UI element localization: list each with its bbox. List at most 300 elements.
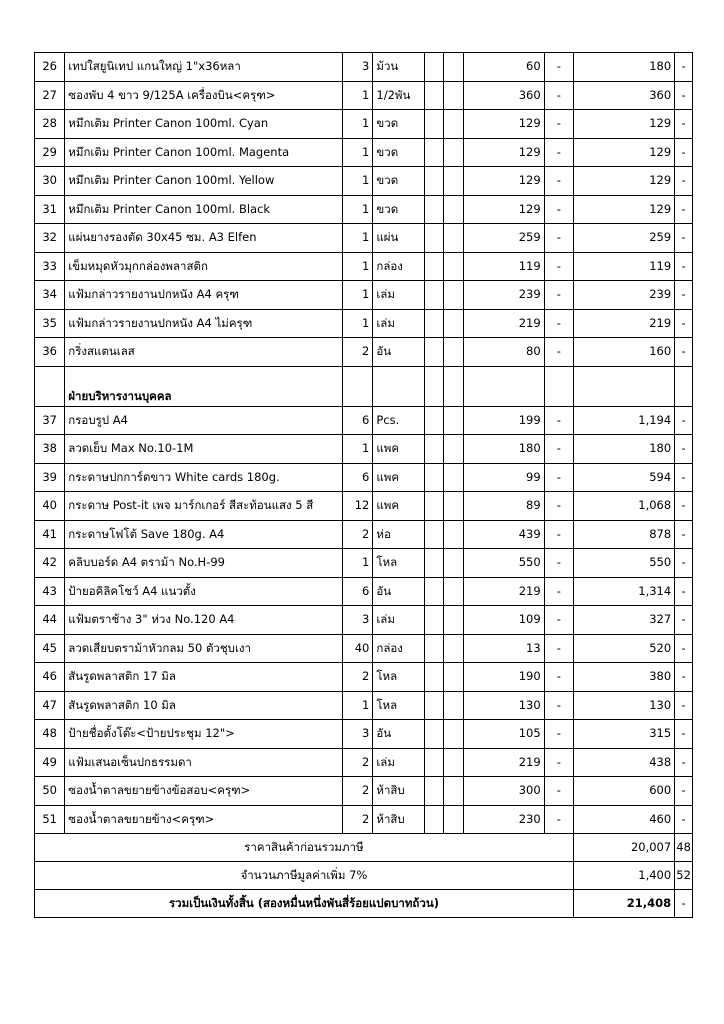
item-number: 34 (35, 281, 65, 310)
item-unit-price: 60 (464, 53, 544, 82)
item-total-satang: - (675, 53, 693, 82)
blank-cell (424, 167, 444, 196)
blank-cell (444, 606, 464, 635)
item-description: หมึกเติม Printer Canon 100ml. Yellow (65, 167, 343, 196)
item-description: ลวดเสียบตราม้าหัวกลม 50 ตัวชุบเงา (65, 634, 343, 663)
blank-cell (444, 748, 464, 777)
item-description: เข็มหมุดหัวมุกกล่องพลาสติก (65, 252, 343, 281)
table-row (35, 691, 693, 720)
table-row (35, 634, 693, 663)
item-total: 129 (573, 195, 674, 224)
item-total: 129 (573, 167, 674, 196)
item-number: 44 (35, 606, 65, 635)
item-total-satang: - (675, 805, 693, 834)
blank-cell (424, 520, 444, 549)
item-unit: แพค (373, 435, 424, 464)
table-row (35, 309, 693, 338)
item-unit-price: 300 (464, 777, 544, 806)
table-row (35, 435, 693, 464)
grand-total-satang: - (675, 890, 693, 918)
item-unit-price: 219 (464, 748, 544, 777)
item-total: 129 (573, 138, 674, 167)
item-total-satang: - (675, 309, 693, 338)
blank-cell (424, 691, 444, 720)
item-unit-price: 119 (464, 252, 544, 281)
item-price-satang: - (544, 463, 573, 492)
grand-total-value: 21,408 (573, 890, 674, 918)
blank-cell (424, 720, 444, 749)
item-unit-price: 230 (464, 805, 544, 834)
item-number: 41 (35, 520, 65, 549)
item-description: หมึกเติม Printer Canon 100ml. Magenta (65, 138, 343, 167)
vat-label: จำนวนภาษีมูลค่าเพิ่ม 7% (35, 862, 574, 890)
item-total-satang: - (675, 110, 693, 139)
item-total: 239 (573, 281, 674, 310)
item-quantity: 1 (343, 81, 373, 110)
item-total-satang: - (675, 777, 693, 806)
item-rows-b (35, 406, 693, 834)
item-unit-price: 180 (464, 435, 544, 464)
item-number: 33 (35, 252, 65, 281)
item-total: 550 (573, 549, 674, 578)
item-total-satang: - (675, 406, 693, 435)
item-total: 315 (573, 720, 674, 749)
item-total: 594 (573, 463, 674, 492)
item-price-satang: - (544, 720, 573, 749)
item-quantity: 1 (343, 435, 373, 464)
item-quantity: 1 (343, 281, 373, 310)
blank-cell (444, 634, 464, 663)
table-row (35, 492, 693, 521)
item-description: ลวดเย็บ Max No.10-1M (65, 435, 343, 464)
item-unit-price: 105 (464, 720, 544, 749)
table-row (35, 281, 693, 310)
subtotal-label: ราคาสินค้าก่อนรวมภาษี (35, 834, 574, 862)
item-unit-price: 259 (464, 224, 544, 253)
item-total: 380 (573, 663, 674, 692)
item-quantity: 6 (343, 577, 373, 606)
item-unit-price: 129 (464, 110, 544, 139)
item-unit: ขวด (373, 195, 424, 224)
item-price-satang: - (544, 777, 573, 806)
item-number: 27 (35, 81, 65, 110)
item-description: กระดาษปกการ์ดขาว White cards 180g. (65, 463, 343, 492)
item-quantity: 3 (343, 53, 373, 82)
blank-cell (424, 281, 444, 310)
item-unit-price: 130 (464, 691, 544, 720)
item-description: กระดาษโฟโต้ Save 180g. A4 (65, 520, 343, 549)
item-total-satang: - (675, 81, 693, 110)
item-unit: แพค (373, 463, 424, 492)
blank-cell (424, 805, 444, 834)
blank-cell (444, 138, 464, 167)
item-description: สันรูดพลาสติก 17 มิล (65, 663, 343, 692)
subtotal-row (35, 834, 693, 862)
blank-cell (424, 138, 444, 167)
item-description: แผ่นยางรองตัด 30x45 ซม. A3 Elfen (65, 224, 343, 253)
item-unit: อัน (373, 338, 424, 367)
item-total-satang: - (675, 252, 693, 281)
item-unit: เล่ม (373, 281, 424, 310)
blank-cell (444, 777, 464, 806)
blank-cell (444, 110, 464, 139)
item-unit: ขวด (373, 138, 424, 167)
blank-cell (444, 663, 464, 692)
item-price-satang: - (544, 691, 573, 720)
group-row (35, 366, 693, 406)
item-price-satang: - (544, 195, 573, 224)
blank-cell (424, 252, 444, 281)
table-row (35, 224, 693, 253)
item-total: 600 (573, 777, 674, 806)
blank-cell (444, 252, 464, 281)
blank-cell (444, 463, 464, 492)
item-quantity: 40 (343, 634, 373, 663)
item-quantity: 2 (343, 338, 373, 367)
item-unit: อัน (373, 720, 424, 749)
item-unit-price: 129 (464, 195, 544, 224)
item-description: สันรูดพลาสติก 10 มิล (65, 691, 343, 720)
blank-cell (444, 549, 464, 578)
item-price-satang: - (544, 338, 573, 367)
item-description: กระดาษ Post-it เพจ มาร์กเกอร์ สีสะท้อนแสง 5 สี (65, 492, 343, 521)
blank-cell (444, 435, 464, 464)
item-total-satang: - (675, 435, 693, 464)
price-table (34, 52, 693, 918)
item-total-satang: - (675, 492, 693, 521)
blank-cell (444, 338, 464, 367)
item-price-satang: - (544, 663, 573, 692)
item-unit-price: 13 (464, 634, 544, 663)
item-number: 49 (35, 748, 65, 777)
blank-cell (424, 435, 444, 464)
grand-total-row (35, 890, 693, 918)
item-unit: แพค (373, 492, 424, 521)
item-total-satang: - (675, 720, 693, 749)
item-number: 45 (35, 634, 65, 663)
item-description: ป้ายชื่อตั้งโต๊ะ<ป้ายประชุม 12"> (65, 720, 343, 749)
blank-cell (444, 520, 464, 549)
item-quantity: 1 (343, 110, 373, 139)
item-unit-price: 99 (464, 463, 544, 492)
item-description: หมึกเติม Printer Canon 100ml. Cyan (65, 110, 343, 139)
item-number: 36 (35, 338, 65, 367)
table-row (35, 520, 693, 549)
item-total: 460 (573, 805, 674, 834)
item-number: 39 (35, 463, 65, 492)
item-unit: เล่ม (373, 606, 424, 635)
table-row (35, 81, 693, 110)
item-number: 40 (35, 492, 65, 521)
table-row (35, 463, 693, 492)
item-total-satang: - (675, 577, 693, 606)
table-row (35, 406, 693, 435)
item-unit: กล่อง (373, 252, 424, 281)
item-total-satang: - (675, 463, 693, 492)
item-price-satang: - (544, 224, 573, 253)
item-quantity: 1 (343, 195, 373, 224)
blank-cell (424, 53, 444, 82)
item-description: คลิบบอร์ด A4 ตราม้า No.H-99 (65, 549, 343, 578)
group-label: ฝ่ายบริหารงานบุคคล (65, 366, 343, 406)
item-unit: โหล (373, 663, 424, 692)
item-quantity: 12 (343, 492, 373, 521)
item-price-satang: - (544, 138, 573, 167)
item-unit-price: 439 (464, 520, 544, 549)
item-price-satang: - (544, 406, 573, 435)
item-unit: ห้าสิบ (373, 777, 424, 806)
item-price-satang: - (544, 805, 573, 834)
item-unit: ขวด (373, 110, 424, 139)
blank-cell (424, 406, 444, 435)
item-unit: กล่อง (373, 634, 424, 663)
item-number: 48 (35, 720, 65, 749)
item-unit-price: 550 (464, 549, 544, 578)
vat-value: 1,400 (573, 862, 674, 890)
item-total-satang: - (675, 224, 693, 253)
item-number: 51 (35, 805, 65, 834)
item-price-satang: - (544, 252, 573, 281)
item-total: 180 (573, 435, 674, 464)
item-quantity: 1 (343, 224, 373, 253)
item-unit: โหล (373, 549, 424, 578)
item-description: แฟ้มกล่าวรายงานปกหนัง A4 ไม่ครุฑ (65, 309, 343, 338)
item-total: 520 (573, 634, 674, 663)
item-description: ซองน้ำตาลขยายข้าง<ครุฑ> (65, 805, 343, 834)
blank-cell (424, 81, 444, 110)
item-description: ซองน้ำตาลขยายข้างข้อสอบ<ครุฑ> (65, 777, 343, 806)
item-quantity: 1 (343, 691, 373, 720)
table-row (35, 663, 693, 692)
item-price-satang: - (544, 81, 573, 110)
item-unit-price: 219 (464, 309, 544, 338)
table-row (35, 110, 693, 139)
item-total: 438 (573, 748, 674, 777)
blank-cell (444, 492, 464, 521)
blank-cell (444, 224, 464, 253)
blank-cell (444, 691, 464, 720)
item-price-satang: - (544, 309, 573, 338)
item-quantity: 3 (343, 720, 373, 749)
item-unit: แผ่น (373, 224, 424, 253)
item-description: แฟ้มกล่าวรายงานปกหนัง A4 ครุฑ (65, 281, 343, 310)
item-total-satang: - (675, 748, 693, 777)
table-row (35, 195, 693, 224)
item-total-satang: - (675, 663, 693, 692)
item-unit: อัน (373, 577, 424, 606)
item-price-satang: - (544, 577, 573, 606)
item-price-satang: - (544, 606, 573, 635)
item-number: 37 (35, 406, 65, 435)
item-unit: ขวด (373, 167, 424, 196)
blank-cell (424, 577, 444, 606)
item-total: 1,314 (573, 577, 674, 606)
blank-cell (424, 110, 444, 139)
item-description: กริ่งสแตนเลส (65, 338, 343, 367)
item-quantity: 1 (343, 138, 373, 167)
item-number: 28 (35, 110, 65, 139)
item-unit-price: 89 (464, 492, 544, 521)
item-description: เทปใสยูนิเทป แกนใหญ่ 1"x36หลา (65, 53, 343, 82)
blank-cell (444, 805, 464, 834)
item-price-satang: - (544, 435, 573, 464)
item-total: 878 (573, 520, 674, 549)
item-unit: เล่ม (373, 748, 424, 777)
item-unit-price: 129 (464, 138, 544, 167)
item-price-satang: - (544, 110, 573, 139)
item-quantity: 2 (343, 520, 373, 549)
table-row (35, 606, 693, 635)
item-total: 160 (573, 338, 674, 367)
subtotal-value: 20,007 (573, 834, 674, 862)
item-unit-price: 80 (464, 338, 544, 367)
item-total: 327 (573, 606, 674, 635)
blank-cell (424, 463, 444, 492)
item-quantity: 1 (343, 252, 373, 281)
item-price-satang: - (544, 492, 573, 521)
item-total-satang: - (675, 281, 693, 310)
item-unit-price: 129 (464, 167, 544, 196)
item-unit-price: 360 (464, 81, 544, 110)
item-unit: เล่ม (373, 309, 424, 338)
table-row (35, 577, 693, 606)
item-description: แฟ้มตราช้าง 3" ห่วง No.120 A4 (65, 606, 343, 635)
blank-cell (444, 309, 464, 338)
blank-cell (424, 777, 444, 806)
item-unit: ห้าสิบ (373, 805, 424, 834)
item-number: 32 (35, 224, 65, 253)
item-number: 42 (35, 549, 65, 578)
item-quantity: 6 (343, 406, 373, 435)
item-description: ซองพับ 4 ขาว 9/125A เครื่องบิน<ครุฑ> (65, 81, 343, 110)
summary-rows (35, 834, 693, 918)
item-total: 130 (573, 691, 674, 720)
grand-total-label: รวมเป็นเงินทั้งสิ้น (สองหมื่นหนึ่งพันสี่ร้อยแปดบาทถ้วน) (35, 890, 574, 918)
item-number: 46 (35, 663, 65, 692)
item-description: กรอบรูป A4 (65, 406, 343, 435)
blank-cell (424, 606, 444, 635)
item-price-satang: - (544, 53, 573, 82)
vat-satang: 52 (675, 862, 693, 890)
item-total: 259 (573, 224, 674, 253)
item-unit-price: 109 (464, 606, 544, 635)
item-total: 119 (573, 252, 674, 281)
table-row (35, 252, 693, 281)
blank-cell (444, 577, 464, 606)
item-number: 35 (35, 309, 65, 338)
blank-cell (444, 167, 464, 196)
item-unit: Pcs. (373, 406, 424, 435)
item-description: ป้ายอคิลิคโชว์ A4 แนวตั้ง (65, 577, 343, 606)
item-unit: ม้วน (373, 53, 424, 82)
item-unit-price: 190 (464, 663, 544, 692)
item-quantity: 1 (343, 549, 373, 578)
item-number: 31 (35, 195, 65, 224)
item-description: แฟ้มเสนอเซ็นปกธรรมดา (65, 748, 343, 777)
blank-cell (424, 195, 444, 224)
item-total-satang: - (675, 520, 693, 549)
vat-row (35, 862, 693, 890)
item-unit-price: 239 (464, 281, 544, 310)
item-quantity: 1 (343, 309, 373, 338)
table-row (35, 53, 693, 82)
blank-cell (444, 406, 464, 435)
item-total: 129 (573, 110, 674, 139)
item-price-satang: - (544, 634, 573, 663)
item-quantity: 1 (343, 167, 373, 196)
item-description: หมึกเติม Printer Canon 100ml. Black (65, 195, 343, 224)
item-total-satang: - (675, 691, 693, 720)
table-row (35, 720, 693, 749)
item-total: 1,068 (573, 492, 674, 521)
blank-cell (424, 224, 444, 253)
blank-cell (444, 53, 464, 82)
item-price-satang: - (544, 281, 573, 310)
item-number: 50 (35, 777, 65, 806)
item-total-satang: - (675, 634, 693, 663)
item-number: 38 (35, 435, 65, 464)
item-total-satang: - (675, 606, 693, 635)
blank-cell (424, 549, 444, 578)
item-quantity: 2 (343, 748, 373, 777)
item-total-satang: - (675, 195, 693, 224)
item-number: 29 (35, 138, 65, 167)
item-number: 43 (35, 577, 65, 606)
item-price-satang: - (544, 748, 573, 777)
item-rows-a (35, 53, 693, 367)
group-header (35, 366, 693, 406)
item-total: 219 (573, 309, 674, 338)
item-unit-price: 219 (464, 577, 544, 606)
subtotal-satang: 48 (675, 834, 693, 862)
item-total: 360 (573, 81, 674, 110)
item-total-satang: - (675, 138, 693, 167)
table-row (35, 805, 693, 834)
item-unit-price: 199 (464, 406, 544, 435)
item-number: 26 (35, 53, 65, 82)
item-unit: 1/2พัน (373, 81, 424, 110)
blank-cell (424, 634, 444, 663)
item-total: 180 (573, 53, 674, 82)
table-row (35, 167, 693, 196)
table-row (35, 338, 693, 367)
item-unit: โหล (373, 691, 424, 720)
table-row (35, 138, 693, 167)
item-number: 30 (35, 167, 65, 196)
blank-cell (444, 281, 464, 310)
item-total: 1,194 (573, 406, 674, 435)
item-total-satang: - (675, 549, 693, 578)
table-row (35, 748, 693, 777)
item-price-satang: - (544, 167, 573, 196)
table-row (35, 549, 693, 578)
blank-cell (424, 492, 444, 521)
blank-cell (444, 195, 464, 224)
item-quantity: 2 (343, 805, 373, 834)
item-unit: ห่อ (373, 520, 424, 549)
item-price-satang: - (544, 549, 573, 578)
item-total-satang: - (675, 167, 693, 196)
item-quantity: 2 (343, 663, 373, 692)
item-price-satang: - (544, 520, 573, 549)
item-total-satang: - (675, 338, 693, 367)
table-row (35, 777, 693, 806)
item-quantity: 2 (343, 777, 373, 806)
blank-cell (444, 81, 464, 110)
item-number: 47 (35, 691, 65, 720)
blank-cell (424, 748, 444, 777)
blank-cell (424, 663, 444, 692)
